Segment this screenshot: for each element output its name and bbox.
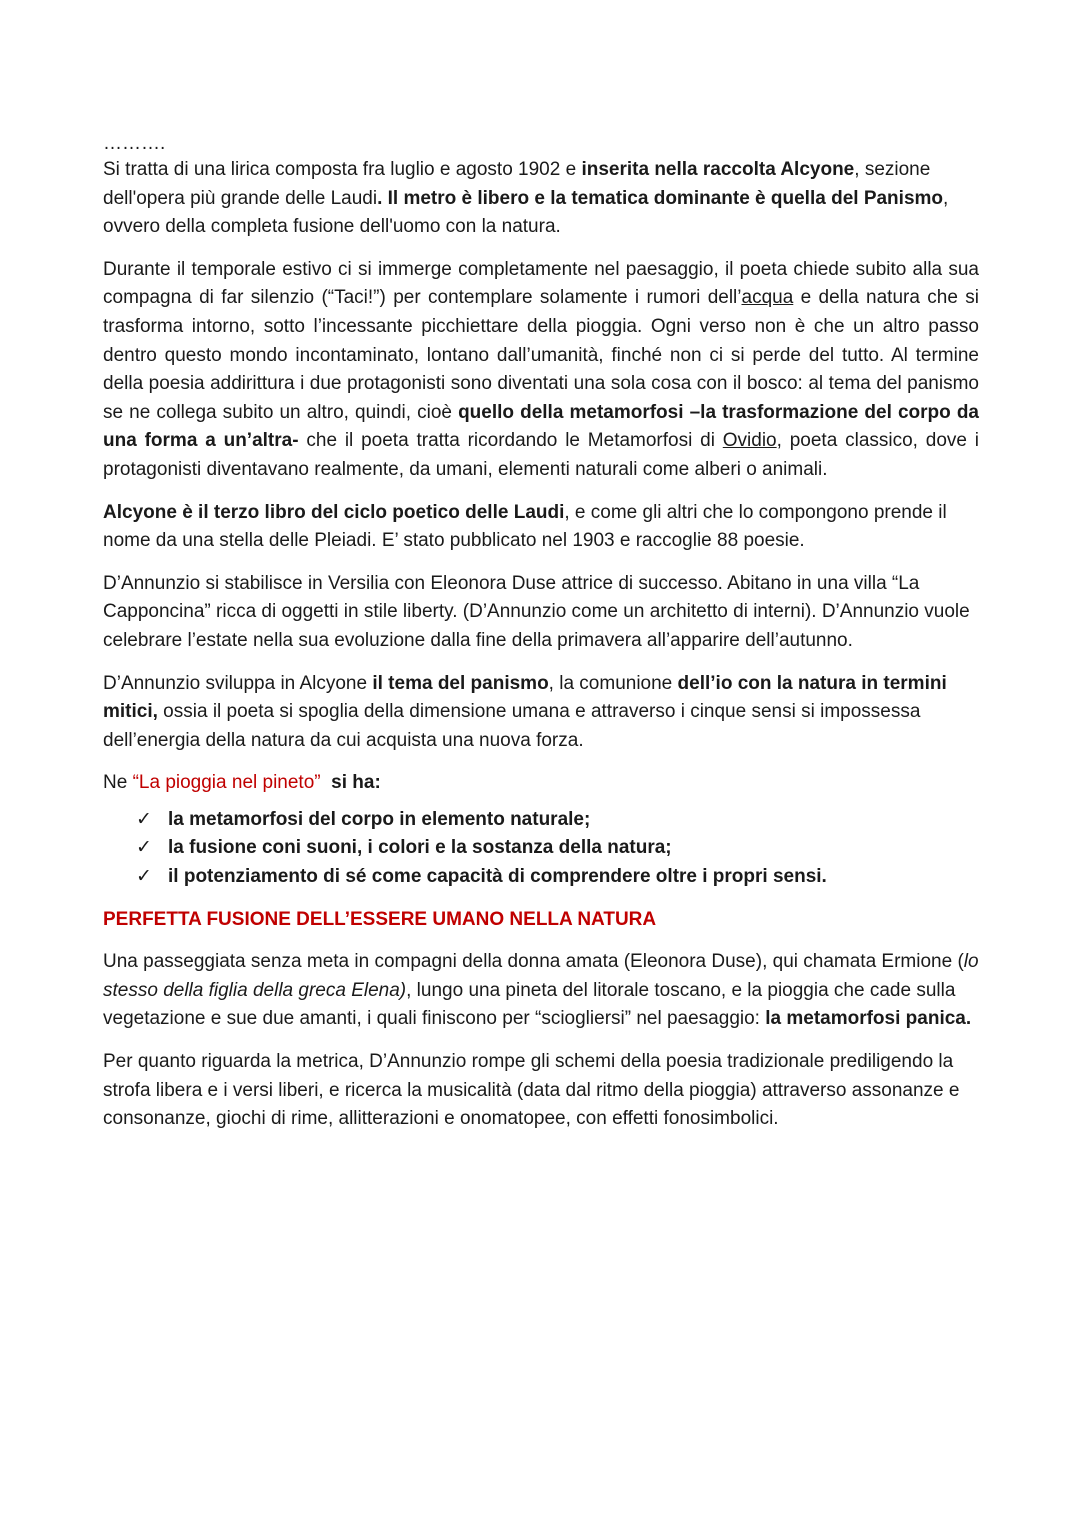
underlined-text: Ovidio [722,430,777,452]
bold-text: la metamorfosi panica. [765,1008,972,1030]
text: D’Annunzio sviluppa in Alcyone [103,672,373,694]
bold-text: . Il metro è libero e la tematica dominante è quella del Panismo [377,187,944,209]
ellipsis-marker: ………. [103,133,166,154]
bold-text: il tema del panismo [372,672,549,694]
text: Una passeggiata senza meta in compagni della donna amata (Eleonora Duse), qui chamata Ermione ( [103,951,964,973]
text: Durante il temporale estivo ci si immerge completamente nel paesaggio, il poeta chiede subito alla sua compagna di far silenzio (“Taci!”) per contemplare solamente i rumori dell’ [103,258,979,309]
text: , la comunione [548,672,678,694]
list-item [136,863,979,892]
text: ossia il poeta si spoglia della dimensione umana e attraverso i cinque sensi si impossessa dell’energia della natura da cui acquista una nuova forza. [103,701,921,751]
list-item-text: la fusione coni suoni, i colori e la sostanza della natura; [168,837,672,859]
paragraph-passeggiata [103,948,979,1034]
bold-text: si ha: [320,772,381,794]
paragraph-panismo [103,670,979,756]
paragraph-alcyone [103,499,979,556]
italic-text: lo stesso della figlia della greca Elena) [103,951,979,1001]
red-title-text: “La pioggia nel pineto” [132,772,321,794]
paragraph-temporale [103,256,979,485]
paragraph-versilia [103,570,979,656]
paragraph-metrica [103,1048,979,1134]
text: Per quanto riguarda la metrica, D’Annunzio rompe gli schemi della poesia tradizionale prediligendo la strofa libera e i versi liberi, e ricerca la musicalità (data dal ritmo della pioggia) attraverso assonanze e consonanze, giochi di rime, allitterazioni e onomatopee, con effetti fonosimbolici. [103,1051,960,1130]
text: , e come gli altri che lo compongono prende il nome da una stella delle Pleiadi. E’ stato pubblicato nel 1903 e raccoglie 88 poesie. [103,501,947,552]
list-item-text: la metamorfosi del corpo in elemento naturale; [168,808,591,830]
paragraph-intro [103,156,979,242]
text: , sezione dell'opera più grande delle Laudi [103,159,931,209]
section-heading: PERFETTA FUSIONE DELL’ESSERE UMANO NELLA NATURA [103,908,657,930]
bold-text: dell’io con la natura in termini mitici, [103,672,947,723]
text: che il poeta tratta ricordando le Metamorfosi di [298,430,723,452]
paragraph-pioggia-intro [103,769,979,798]
text: D’Annunzio si stabilisce in Versilia con Eleonora Duse attrice di successo. Abitano in una villa “La Capponcina” ricca di oggetti in stile liberty. (D’Annunzio come un architetto di interni). D’Annunzio vuole celebrare l’estate nella sua evoluzione dalla fine della primavera all’apparire dell’autunno. [103,572,970,651]
text: , ovvero della completa fusione dell'uomo con la natura. [103,187,949,238]
document-page [103,132,979,1148]
list-item [136,806,979,835]
text: , lungo una pineta del litorale toscano, e la pioggia che cade sulla vegetazione e sue due amanti, i quali finiscono per “sciogliersi” nel paesaggio: [103,979,956,1030]
text: , poeta classico, dove i protagonisti diventavano realmente, da umani, elementi naturali come alberi o animali. [103,430,980,480]
checklist [103,806,979,892]
list-item-text: il potenziamento di sé come capacità di comprendere oltre i propri sensi. [168,866,827,888]
bold-text: Alcyone è il terzo libro del ciclo poetico delle Laudi [103,501,565,523]
text: Si tratta di una lirica composta fra luglio e agosto 1902 e [103,159,582,180]
checkmark-icon: ✓ [136,837,152,859]
checkmark-icon: ✓ [136,866,152,888]
checkmark-icon: ✓ [136,808,152,830]
text: e della natura che si trasforma intorno, sotto l’incessante picchiettare della pioggia. Ogni verso non è che un altro passo dentro questo mondo incontaminato, lontano dall’umanità, finché non ci si perde del tutto. Al termine della poesia addirittura i due protagonisti sono diventati una sola cosa con il bosco: al tema del panismo se ne collega subito un altro, quindi, cioè [103,287,979,423]
text: Ne [103,772,133,794]
bold-text: inserita nella raccolta Alcyone [581,159,855,180]
list-item [136,834,979,863]
underlined-text: acqua [741,287,794,309]
bold-text: quello della metamorfosi –la trasformazione del corpo da una forma a un’altra- [103,401,979,452]
